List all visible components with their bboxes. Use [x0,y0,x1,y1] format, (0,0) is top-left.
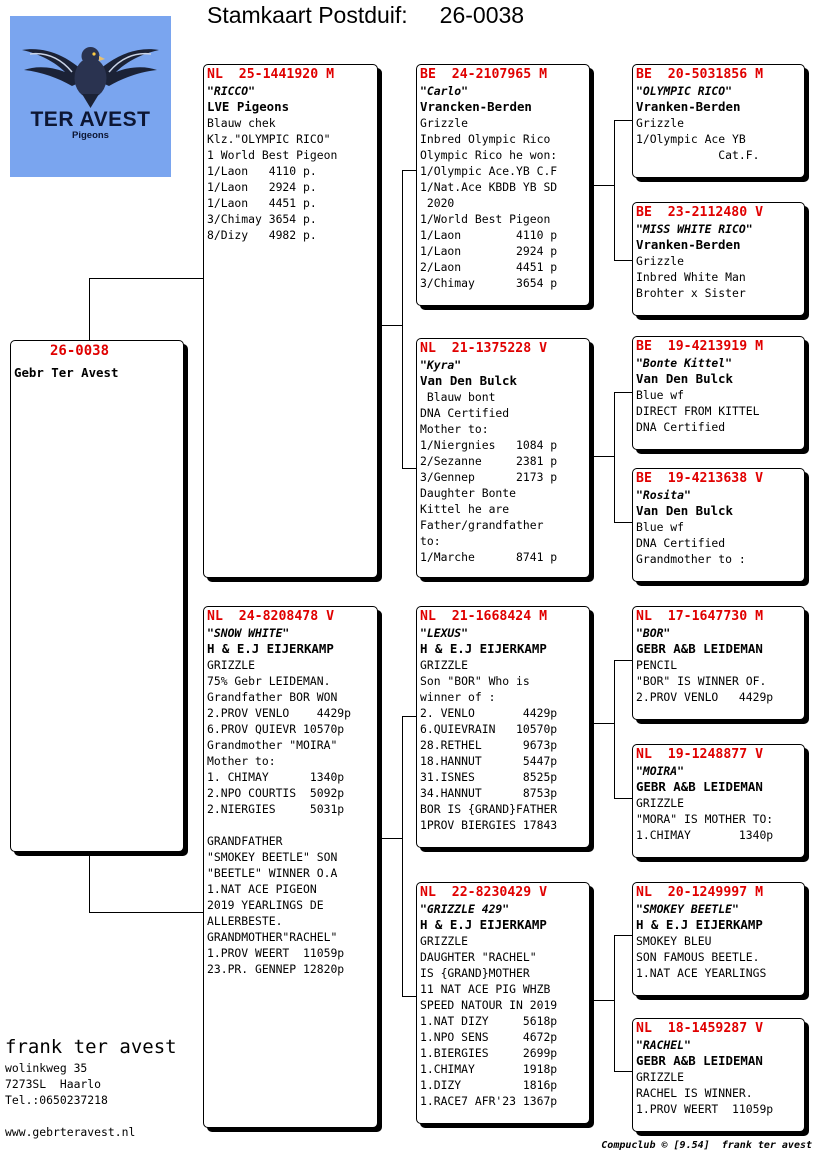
breeder-owner: Vrancken-Berden [420,99,532,114]
ring-number: NL 19-1248877 V [636,747,764,762]
pigeon-name: "RICCO" [207,84,256,98]
breeder-owner: Van Den Bulck [636,503,733,518]
pedigree-detail-line: Blue wf [636,388,685,402]
pedigree-detail-line: 11 NAT ACE PIG WHZB [420,982,551,996]
pedigree-detail-line: 1/Olympic Ace YB [636,132,746,146]
pedigree-detail-line: IS {GRAND}MOTHER [420,966,530,980]
pigeon-name: "SNOW WHITE" [207,626,290,640]
breeder-owner: Vranken-Berden [636,237,741,252]
pedigree-detail-line: Brohter x Sister [636,286,746,300]
pedigree-detail-line: 2. VENLO 4429p [420,706,558,720]
pedigree-detail-line: 31.ISNES 8525p [420,770,558,784]
pedigree-detail-line: 1/Laon 2924 p. [207,180,317,194]
pedigree-detail-line: 1.CHIMAY 1918p [420,1062,558,1076]
pedigree-detail-line: 1/Marche 8741 p [420,550,558,564]
pedigree-detail-line: 2.NPO COURTIS 5092p [207,786,345,800]
pedigree-detail-line: 2020 [420,196,455,210]
pedigree-detail-line: 1.BIERGIES 2699p [420,1046,558,1060]
connector-line [402,716,416,717]
pedigree-card-mff [632,606,805,720]
breeder-owner: H & E.J EIJERKAMP [207,641,334,656]
pigeon-name: "OLYMPIC RICO" [636,84,733,98]
pedigree-card-fmm [632,468,805,582]
pedigree-detail-line: Olympic Rico he won: [420,148,558,162]
pedigree-card-ff [416,64,590,306]
pedigree-detail-line: 2.PROV VENLO 4429p [207,706,352,720]
pedigree-detail-line: RACHEL IS WINNER. [636,1086,753,1100]
ring-number: NL 18-1459287 V [636,1021,764,1036]
pedigree-detail-line: 1/Niergnies 1084 p [420,438,558,452]
pedigree-detail-line: 2019 YEARLINGS DE [207,898,324,912]
pigeon-name: "BOR" [636,626,671,640]
ring-number: BE 19-4213919 M [636,339,764,354]
pedigree-detail-line: SPEED NATOUR IN 2019 [420,998,558,1012]
software-credit: Compuclub © [9.54] frank ter avest [601,1140,812,1151]
logo-name: TER AVEST [30,108,151,131]
pedigree-detail-line: GRIZZLE [636,1070,685,1084]
ring-number: NL 24-8208478 V [207,609,335,624]
connector-line [378,325,402,326]
pedigree-detail-line: DNA Certified [636,420,726,434]
pedigree-detail-line: 34.HANNUT 8753p [420,786,558,800]
pedigree-card-mother [203,606,378,1128]
connector-line [614,798,632,799]
pedigree-card-mmm [632,1018,805,1132]
pedigree-detail-line: SON FAMOUS BEETLE. [636,950,760,964]
ring-number: NL 25-1441920 M [207,67,335,82]
pedigree-card-ffm [632,202,805,316]
pigeon-name: "MOIRA" [636,764,685,778]
connector-line [402,468,416,469]
subject-owner: Gebr Ter Avest [14,365,119,380]
connector-line [614,120,615,260]
pedigree-card-fmf [632,336,805,450]
pedigree-detail-line: 3/Chimay 3654 p [420,276,558,290]
connector-line [590,185,614,186]
pedigree-detail-line: 1/Nat.Ace KBDB YB SD [420,180,558,194]
connector-line [614,935,632,936]
pedigree-detail-line: 1.PROV WEERT 11059p [636,1102,774,1116]
pedigree-detail-line: SMOKEY BLEU [636,934,712,948]
breeder-name: frank ter avest [5,1036,177,1058]
connector-line [590,1000,614,1001]
pedigree-detail-line: Mother to: [420,422,489,436]
pedigree-detail-line: 1/Laon 2924 p [420,244,558,258]
pedigree-detail-line: 23.PR. GENNEP 12820p [207,962,345,976]
ring-number: BE 24-2107965 M [420,67,548,82]
connector-line [89,278,203,279]
connector-line [614,935,615,1071]
pigeon-name: "SMOKEY BEETLE" [636,902,739,916]
pedigree-detail-line: 2.PROV VENLO 4429p [636,690,774,704]
address-city: 7273SL Haarlo [5,1077,102,1091]
connector-line [89,278,90,340]
pedigree-detail-line: Klz."OLYMPIC RICO" [207,132,331,146]
pedigree-detail-line: 1.NAT DIZY 5618p [420,1014,558,1028]
connector-line [614,260,632,261]
pedigree-card-mm [416,882,590,1124]
connector-line [614,660,615,798]
address-phone: Tel.:0650237218 [5,1093,108,1107]
logo-subtitle: Pigeons [72,130,109,141]
breeder-owner: GEBR A&B LEIDEMAN [636,779,763,794]
pigeon-icon [10,16,171,111]
pedigree-card-mmf [632,882,805,996]
pedigree-detail-line: 28.RETHEL 9673p [420,738,558,752]
pedigree-detail-line: 2/Sezanne 2381 p [420,454,558,468]
pedigree-detail-line: 1.NPO SENS 4672p [420,1030,558,1044]
pedigree-detail-line: 8/Dizy 4982 p. [207,228,317,242]
subject-card [10,340,184,852]
pedigree-card-fff [632,64,805,178]
connector-line [614,1071,632,1072]
ring-number: BE 23-2112480 V [636,205,764,220]
ring-number: NL 20-1249997 M [636,885,764,900]
pedigree-detail-line [207,817,377,833]
connector-line [614,522,632,523]
breeder-owner: Van Den Bulck [420,373,517,388]
pedigree-detail-line: 3/Chimay 3654 p. [207,212,317,226]
title-ring: 26-0038 [439,2,525,28]
pedigree-detail-line: 1 World Best Pigeon [207,148,338,162]
pedigree-detail-line: 3/Gennep 2173 p [420,470,558,484]
pedigree-detail-line: 1.CHIMAY 1340p [636,828,774,842]
pedigree-detail-line: 1PROV BIERGIES 17843 [420,818,558,832]
pedigree-detail-line: "BEETLE" WINNER O.A [207,866,338,880]
connector-line [614,120,632,121]
connector-line [590,456,614,457]
pedigree-detail-line: GRIZZLE [636,796,685,810]
breeder-owner: Vranken-Berden [636,99,741,114]
pedigree-detail-line: 1.DIZY 1816p [420,1078,558,1092]
pigeon-name: "Bonte Kittel" [636,356,733,370]
pedigree-detail-line: 1/Laon 4451 p. [207,196,317,210]
connector-line [402,996,416,997]
pedigree-detail-line: DIRECT FROM KITTEL [636,404,760,418]
breeder-owner: LVE Pigeons [207,99,290,114]
pedigree-detail-line: Grandmother to : [636,552,746,566]
pedigree-detail-line: 2/Laon 4451 p [420,260,558,274]
pedigree-detail-line: 75% Gebr LEIDEMAN. [207,674,331,688]
pedigree-detail-line: 18.HANNUT 5447p [420,754,558,768]
pedigree-detail-line: Grizzle [636,116,685,130]
pedigree-detail-line: 1.RACE7 AFR'23 1367p [420,1094,558,1108]
pedigree-card-fm [416,338,590,578]
pedigree-detail-line: 6.PROV QUIEVR 10570p [207,722,345,736]
pedigree-card-mfm [632,744,805,858]
breeder-owner: GEBR A&B LEIDEMAN [636,1053,763,1068]
pedigree-detail-line: Grandmother "MOIRA" [207,738,338,752]
pedigree-detail-line: GRIZZLE [420,658,469,672]
pedigree-detail-line: Blauw chek [207,116,276,130]
pedigree-detail-line: Cat.F. [636,148,760,162]
subject-ring: 26-0038 [50,343,110,359]
pedigree-detail-line: Daughter Bonte [420,486,517,500]
pigeon-name: "MISS WHITE RICO" [636,222,753,236]
pedigree-detail-line: 1.NAT ACE PIGEON [207,882,317,896]
pedigree-card-mf [416,606,590,848]
ring-number: NL 21-1668424 M [420,609,548,624]
pigeon-name: "GRIZZLE 429" [420,902,510,916]
breeder-owner: Van Den Bulck [636,371,733,386]
pedigree-detail-line: 6.QUIEVRAIN 10570p [420,722,558,736]
breeder-owner: GEBR A&B LEIDEMAN [636,641,763,656]
pedigree-detail-line: Blue wf [636,520,685,534]
pedigree-detail-line: 1/Laon 4110 p. [207,164,317,178]
pedigree-detail-line: winner of : [420,690,496,704]
pedigree-detail-line: Grizzle [636,254,685,268]
pedigree-detail-line: 1/Laon 4110 p [420,228,558,242]
pigeon-name: "Rosita" [636,488,691,502]
pedigree-detail-line: Mother to: [207,754,276,768]
pedigree-detail-line: DNA Certified [420,406,510,420]
connector-line [590,723,614,724]
pedigree-detail-line: PENCIL [636,658,678,672]
connector-line [614,392,632,393]
pedigree-detail-line: "MORA" IS MOTHER TO: [636,812,774,826]
pedigree-detail-line: 1. CHIMAY 1340p [207,770,345,784]
pedigree-detail-line: 1.NAT ACE YEARLINGS [636,966,767,980]
pedigree-detail-line: 1.PROV WEERT 11059p [207,946,345,960]
pigeon-name: "LEXUS" [420,626,469,640]
pedigree-detail-line: Grizzle [420,116,469,130]
pedigree-card-father [203,64,378,578]
connector-line [614,392,615,522]
website-link[interactable]: www.gebrteravest.nl [5,1125,136,1139]
logo [10,16,171,177]
ring-number: NL 21-1375228 V [420,341,548,356]
connector-line [402,170,403,468]
connector-line [89,912,203,913]
pigeon-name: "RACHEL" [636,1038,691,1052]
pedigree-detail-line: Son "BOR" Who is [420,674,530,688]
connector-line [89,852,90,912]
page-title [207,2,524,29]
breeder-owner: H & E.J EIJERKAMP [420,917,547,932]
pigeon-name: "Kyra" [420,358,462,372]
pedigree-detail-line: "SMOKEY BEETLE" SON [207,850,338,864]
pedigree-detail-line: "BOR" IS WINNER OF. [636,674,767,688]
ring-number: BE 19-4213638 V [636,471,764,486]
pedigree-detail-line: Inbred White Man [636,270,746,284]
pedigree-detail-line: DNA Certified [636,536,726,550]
pedigree-detail-line: 2.NIERGIES 5031p [207,802,345,816]
pedigree-detail-line: ALLERBESTE. [207,914,283,928]
connector-line [614,660,632,661]
ring-number: NL 22-8230429 V [420,885,548,900]
connector-line [402,170,416,171]
pedigree-detail-line: DAUGHTER "RACHEL" [420,950,537,964]
pedigree-detail-line: Kittel he are [420,502,510,516]
ring-number: NL 17-1647730 M [636,609,764,624]
breeder-owner: H & E.J EIJERKAMP [420,641,547,656]
pedigree-detail-line: GRIZZLE [420,934,469,948]
breeder-owner: H & E.J EIJERKAMP [636,917,763,932]
pedigree-detail-line: 1/World Best Pigeon [420,212,551,226]
pedigree-detail-line: 1/Olympic Ace.YB C.F [420,164,558,178]
pigeon-name: "Carlo" [420,84,469,98]
pedigree-detail-line: GRANDMOTHER"RACHEL" [207,930,338,944]
connector-line [378,838,402,839]
connector-line [402,716,403,996]
pedigree-detail-line: to: [420,534,441,548]
pedigree-detail-line: Father/grandfather [420,518,544,532]
pedigree-detail-line: GRANDFATHER [207,834,283,848]
pedigree-detail-line: Blauw bont [420,390,496,404]
pedigree-detail-line: Inbred Olympic Rico [420,132,551,146]
pedigree-detail-line: GRIZZLE [207,658,256,672]
ring-number: BE 20-5031856 M [636,67,764,82]
pedigree-detail-line: Grandfather BOR WON [207,690,338,704]
address-street: wolinkweg 35 [5,1061,88,1075]
title-label: Stamkaart Postduif: [207,2,408,28]
pedigree-detail-line: BOR IS {GRAND}FATHER [420,802,558,816]
